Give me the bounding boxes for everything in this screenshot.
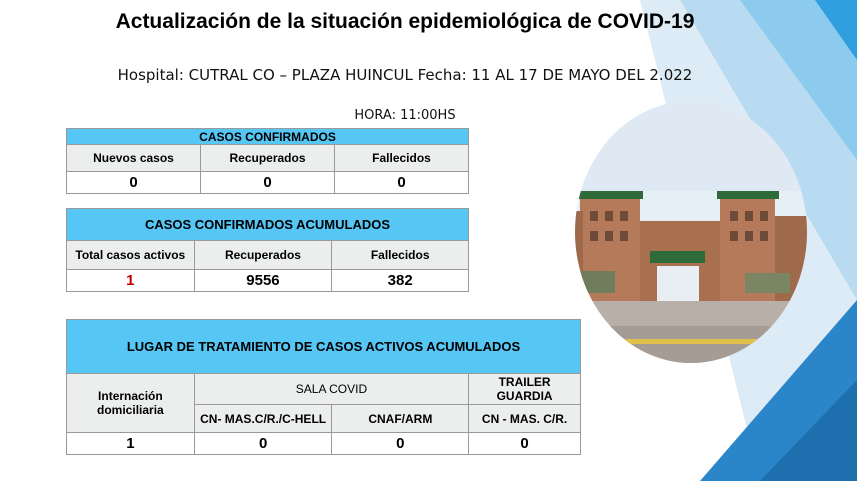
page-subtitle: Hospital: CUTRAL CO – PLAZA HUINCUL Fecha: 11 AL 17 DE MAYO DEL 2.022 [117,66,693,84]
sub-column-header: CN - MAS. C/R. [469,405,581,433]
hospital-building-photo [575,101,807,363]
column-header: Fallecidos [332,241,469,270]
sala-covid-header: SALA COVID [194,374,468,405]
sala-covid-cn-value: 0 [194,433,332,455]
fallecidos-value: 0 [335,172,469,194]
nuevos-casos-value: 0 [67,172,201,194]
casos-confirmados-heading: CASOS CONFIRMADOS [67,129,469,145]
total-activos-value: 1 [67,270,195,292]
recuperados-value: 0 [201,172,335,194]
sala-covid-cnaf-value: 0 [332,433,469,455]
column-header: Fallecidos [335,145,469,172]
column-header: Total casos activos [67,241,195,270]
sub-column-header: CNAF/ARM [332,405,469,433]
fallecidos-acumulados-value: 382 [332,270,469,292]
internacion-domiciliaria-header: Internación domiciliaria [67,374,195,433]
sub-column-header: CN- MAS.C/R./C-HELL [194,405,332,433]
internacion-value: 1 [67,433,195,455]
column-header: Recuperados [201,145,335,172]
report-time: HORA: 11:00HS [354,108,456,123]
column-header: Recuperados [194,241,332,270]
tratamiento-table [66,319,581,455]
trailer-guardia-header: TRAILER GUARDIA [469,374,581,405]
acumulados-heading: CASOS CONFIRMADOS ACUMULADOS [67,209,469,241]
casos-confirmados-table [66,128,469,194]
acumulados-table [66,208,469,292]
column-header: Nuevos casos [67,145,201,172]
trailer-value: 0 [469,433,581,455]
page-title: Actualización de la situación epidemiológica de COVID-19 [115,10,695,33]
tratamiento-heading: LUGAR DE TRATAMIENTO DE CASOS ACTIVOS ACUMULADOS [67,320,581,374]
recuperados-acumulados-value: 9556 [194,270,332,292]
